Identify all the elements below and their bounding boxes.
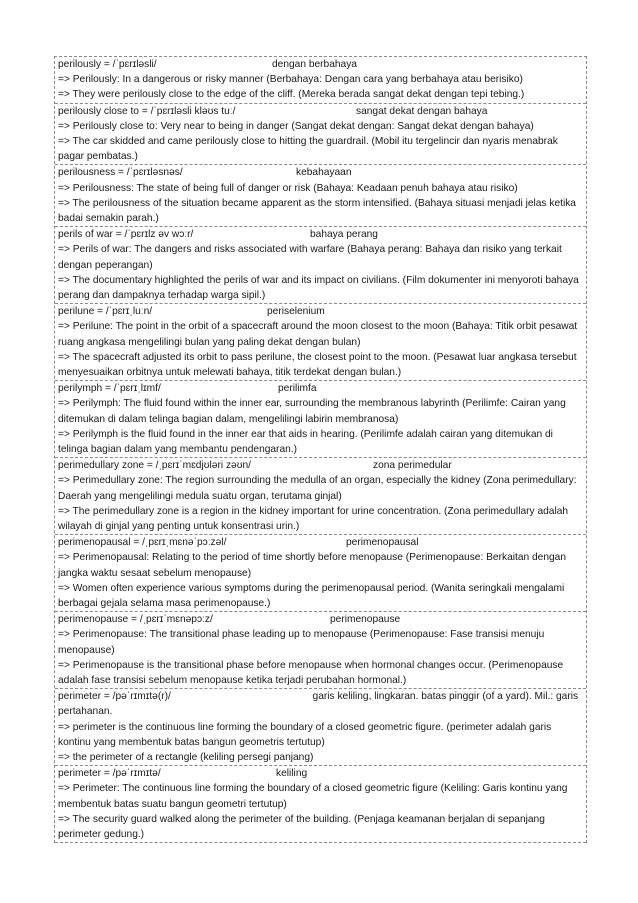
entry-heading	[58, 612, 584, 627]
example-line: => Perimenopause is the transitional phase before menopause when hormonal changes occur. (Perimenopause adalah fase transisi sebelum menopause ketika terjadi perubahan hormonal.)	[58, 659, 564, 686]
glossary-entry	[55, 535, 586, 612]
glossary-entry	[55, 381, 586, 458]
headword-pronunciation: perilously = /ˈpɛrɪləsli/	[58, 59, 157, 70]
translation: periselenium	[267, 306, 325, 318]
entry-heading	[58, 104, 584, 119]
entry-heading	[58, 689, 584, 719]
example-line: => The perimedullary zone is a region in the kidney important for urine concentration. (Zona perimedullary adalah wilayah di ginjal yang penting untuk konsentrasi urin.)	[58, 505, 569, 532]
glossary-entry	[55, 689, 586, 766]
headword-pronunciation: perils of war = /ˈpɛrɪlz əv wɔːr/	[58, 229, 194, 241]
glossary-entry	[55, 104, 586, 166]
translation: kebahayaan	[296, 167, 352, 179]
headword-pronunciation: perilously close to = /ˈpɛrɪləsli kləʊs tuː/	[58, 105, 236, 117]
glossary-entry	[55, 165, 586, 227]
glossary-entry	[55, 227, 586, 304]
headword-pronunciation: perimenopause = /ˌpɛrɪˈmɛnəpɔːz/	[58, 614, 213, 626]
entry-heading	[58, 227, 584, 242]
entry-heading	[58, 381, 584, 396]
definition-line: => Perilune: The point in the orbit of a spacecraft around the moon closest to the moon (Bahaya: Titik orbit pesawat ruang angkasa mengelilingi bulan yang paling dekat dengan bulan)	[58, 321, 578, 348]
definition-line: => Perilousness: The state of being full of danger or risk (Bahaya: Keadaan penuh bahaya atau risiko)	[58, 182, 518, 194]
glossary-entry	[55, 766, 586, 843]
entry-heading	[58, 57, 584, 72]
example-line: => the perimeter of a rectangle (keliling persegi panjang)	[58, 752, 314, 763]
entry-heading	[58, 458, 584, 473]
entry-heading	[58, 535, 584, 550]
definition-line: => Perimedullary zone: The region surrounding the medulla of an organ, especially the kidney (Zona perimedullary: Daerah yang mengelilingi medula suatu organ, terutama ginjal)	[58, 475, 577, 502]
headword-pronunciation: perimeter = /pəˈrɪmɪtə/	[58, 768, 161, 780]
definition-line: => Perilously close to: Very near to being in danger (Sangat dekat dengan: Sangat dekat dengan bahaya)	[58, 120, 534, 132]
entry-heading	[58, 165, 584, 180]
headword-pronunciation: perimedullary zone = /ˌpɛrɪˈmɛdjʊləri zəʊn/	[58, 460, 251, 472]
translation: sangat dekat dengan bahaya	[356, 105, 488, 117]
headword-pronunciation: perilymph = /ˈpɛrɪˌlɪmf/	[58, 383, 161, 395]
translation: bahaya perang	[310, 229, 378, 241]
translation: perimenopausal	[346, 537, 419, 549]
glossary-entry	[55, 612, 586, 689]
example-line: => The perilousness of the situation became apparent as the storm intensified. (Bahaya situasi menjadi jelas ketika badai semakin parah.)	[58, 197, 576, 224]
definition-line: => Perimenopause: The transitional phase leading up to menopause (Perimenopause: Fase transisi menuju menopause)	[58, 629, 545, 656]
glossary-entry	[55, 304, 586, 381]
example-line: => The spacecraft adjusted its orbit to pass perilune, the closest point to the moon. (Pesawat luar angkasa tersebut menyesuaikan orbitnya untuk melewati bahaya, titik terdekat dengan bulan.)	[58, 351, 577, 378]
example-line: => They were perilously close to the edge of the cliff. (Mereka berada sangat dekat dengan tepi tebing.)	[58, 89, 525, 101]
entry-heading	[58, 304, 584, 319]
headword-pronunciation: perilousness = /ˈpɛrɪləsnəs/	[58, 167, 183, 179]
example-line: => Women often experience various symptoms during the perimenopausal period. (Wanita seringkali mengalami berbagai gejala selama masa perimenopause.)	[58, 582, 565, 609]
translation: perimenopause	[330, 614, 401, 626]
headword-pronunciation: perimenopausal = /ˌpɛrɪˌmɛnəˈpɔːzəl/	[58, 537, 227, 549]
glossary-entry	[55, 458, 586, 535]
example-line: => The documentary highlighted the perils of war and its impact on civilians. (Film dokumenter ini menyoroti bahaya perang dan dampaknya terhadap warga sipil.)	[58, 274, 579, 301]
example-line: => The security guard walked along the perimeter of the building. (Penjaga keamanan berjalan di sepanjang perimeter gedung.)	[58, 813, 545, 840]
translation: perilimfa	[278, 383, 317, 395]
definition-line: => Perilymph: The fluid found within the inner ear, surrounding the membranous labyrinth (Perilimfe: Cairan yang ditemukan di dalam telinga bagian dalam, mengelilingi labirin membranosa)	[58, 398, 566, 425]
definition-line: => Perimeter: The continuous line forming the boundary of a closed geometric figure (Keliling: Garis kontinu yang membentuk batas suatu bangun geometri tertutup)	[58, 783, 568, 810]
entry-heading	[58, 766, 584, 781]
translation: keliling	[276, 768, 308, 780]
headword-pronunciation: perimeter = /pəˈrɪmɪtə(r)/	[58, 691, 171, 703]
definition-line: => Perils of war: The dangers and risks associated with warfare (Bahaya perang: Bahaya dan risiko yang terkait dengan peperangan)	[58, 244, 562, 271]
translation: zona perimedular	[373, 460, 452, 472]
glossary-table	[54, 56, 587, 843]
headword-pronunciation: perilune = /ˈpɛrɪˌluːn/	[58, 306, 153, 318]
definition-line: => Perilously: In a dangerous or risky manner (Berbahaya: Dengan cara yang berbahaya atau berisiko)	[58, 74, 523, 86]
example-line: => The car skidded and came perilously close to hitting the guardrail. (Mobil itu tergelincir dan nyaris menabrak pagar pembatas.)	[58, 135, 558, 163]
definition-line: => Perimenopausal: Relating to the period of time shortly before menopause (Perimenopause: Berkaitan dengan jangka waktu sesaat sebelum menopause)	[58, 552, 566, 579]
translation: garis keliling, lingkaran. batas pinggir (of a yard). Mil.: garis pertahanan.	[58, 691, 579, 718]
glossary-entry	[55, 57, 586, 104]
definition-line: => perimeter is the continuous line forming the boundary of a closed geometric figure. (perimeter adalah garis kontinu yang membentuk batas bangun geometris tertutup)	[58, 721, 552, 748]
example-line: => Perilymph is the fluid found in the inner ear that aids in hearing. (Perilimfe adalah cairan yang ditemukan di telinga bagian dalam yang membantu pendengaran.)	[58, 428, 553, 455]
translation: dengan berbahaya	[272, 59, 357, 70]
